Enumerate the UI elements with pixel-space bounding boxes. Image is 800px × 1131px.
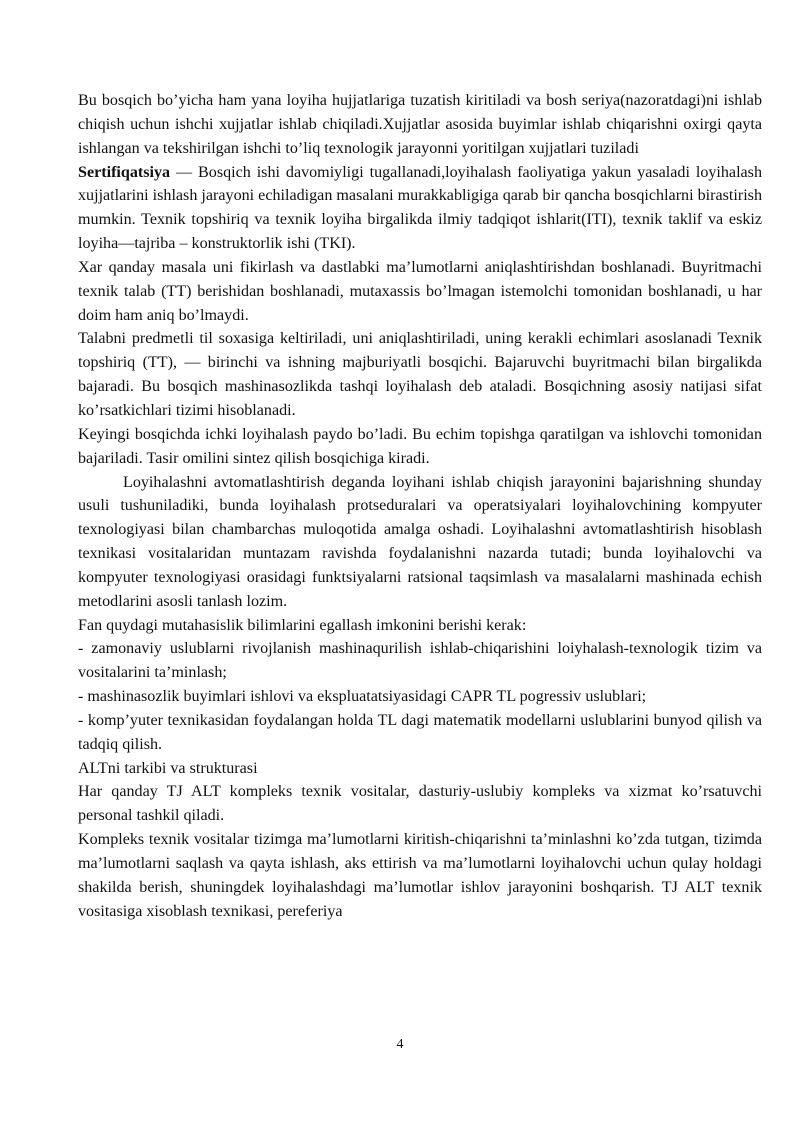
paragraph-text: Har qanday TJ ALT kompleks texnik vositalar, dasturiy-uslubiy kompleks va xizmat ko’rsatuvchi personal tashkil qiladi. (78, 783, 762, 825)
paragraph-text: - komp’yuter texnikasidan foydalangan holda TL dagi matematik modellarni uslublarini bunyod qilish va tadqiq qilish. (78, 711, 762, 753)
paragraph-text: Talabni predmetli til soxasiga keltiriladi, uni aniqlashtiriladi, uning kerakli echimlari asoslanadi Texnik topshiriq (TT), — birinchi va ishning majburiyatli bosqichi. Bajaruvchi buyritmachi bilan birgalikda bajaradi. Bu bosqich mashinasozlikda tashqi loyihalash deb ataladi. Bosqichning asosiy natijasi sifat ko’rsatkichlari tizimi hisoblanadi. (78, 330, 762, 419)
list-item (78, 685, 762, 709)
paragraph (78, 614, 762, 638)
paragraph-text: Keyingi bosqichda ichki loyihalash paydo bo’ladi. Bu echim topishga qaratilgan va ishlovchi tomonidan bajariladi. Tasir omilini sintez qilish bosqichiga kiradi. (78, 425, 762, 467)
paragraph-text: Xar qanday masala uni fikirlash va dastlabki ma’lumotlarni aniqlashtirishdan boshlanadi. Buyritmachi texnik talab (TT) berishidan boshlanadi, mutaxassis bo’lmagan istemolchi tomonidan boshlanadi, u har doim ham aniq bo’lmaydi. (78, 258, 762, 324)
paragraph-text: ALTni tarkibi va strukturasi (78, 759, 258, 777)
paragraph (78, 780, 762, 828)
paragraph (78, 161, 762, 256)
paragraph (78, 89, 762, 161)
page-number: 4 (396, 1037, 404, 1052)
list-item (78, 709, 762, 757)
paragraph (78, 423, 762, 471)
section-heading (78, 757, 762, 781)
paragraph-indented (78, 471, 762, 614)
paragraph (78, 256, 762, 328)
paragraph-text: Fan quydagi mutahasislik bilimlarini egallash imkonini berishi kerak: (78, 616, 527, 634)
term-bold: Sertifiqatsiya (78, 163, 171, 181)
list-item (78, 637, 762, 685)
paragraph-text: — Bosqich ishi davomiyligi tugallanadi,loyihalash faoliyatiga yakun yasaladi loyihalash xujjatlarini ishlash jarayoni echiladigan masalani murakkabligiga qarab bir qancha bosqichlarni birastirish mumkin. Texnik topshiriq va texnik loyiha birgalikda ilmiy tadqiqot ishlarit(ITI), texnik taklif va eskiz loyiha—tajriba – konstruktorlik ishi (TKI). (78, 163, 762, 253)
document-body (78, 89, 762, 924)
paragraph-text: Kompleks texnik vositalar tizimga ma’lumotlarni kiritish-chiqarishni ta’minlashni ko’zda tutgan, tizimda ma’lumotlarni saqlash va qayta ishlash, aks ettirish va ma’lumotlarni loyihalovchi uchun qulay holdagi shakilda berish, shuningdek loyihalashdagi ma’lumotlar ishlov jarayonini boshqarish. TJ ALT texnik vositasiga xisoblash texnikasi, pereferiya (78, 831, 762, 920)
paragraph-text: Loyihalashni avtomatlashtirish deganda loyihani ishlab chiqish jarayonini bajarishning shunday usuli tushuniladiki, bunda loyihalash protseduralari va operatsiyalari loyihalovchining kompyuter texnologiyasi bilan chambarchas muloqotida amalga oshadi. Loyihalashni avtomatlashtirish hisoblash texnikasi vositalaridan muntazam ravishda foydalanishni nazarda tutadi; bunda loyihalovchi va kompyuter texnologiyasi orasidagi funktsiyalarni ratsional taqsimlash va masalalarni mashinada echish metodlarini asosli tanlash lozim. (78, 473, 762, 610)
paragraph (78, 327, 762, 422)
paragraph-text: Bu bosqich bo’yicha ham yana loyiha hujjatlariga tuzatish kiritiladi va bosh seriya(nazoratdagi)ni ishlab chiqish uchun ishchi xujjatlar ishlab chiqiladi.Xujjatlar asosida buyimlar ishlab chiqarishni oxirgi qayta ishlangan va tekshirilgan ishchi to’liq texnologik jarayonni yoritilgan xujjatlari tuziladi (78, 92, 762, 157)
paragraph (78, 828, 762, 923)
paragraph-text: - zamonaviy uslublarni rivojlanish mashinaqurilish ishlab-chiqarishini loiyhalash-texnologik tizim va vositalarini ta’minlash; (78, 640, 762, 682)
paragraph-text: - mashinasozlik buyimlari ishlovi va ekspluatatsiyasidagi CAPR TL pogressiv uslublari; (78, 688, 647, 706)
